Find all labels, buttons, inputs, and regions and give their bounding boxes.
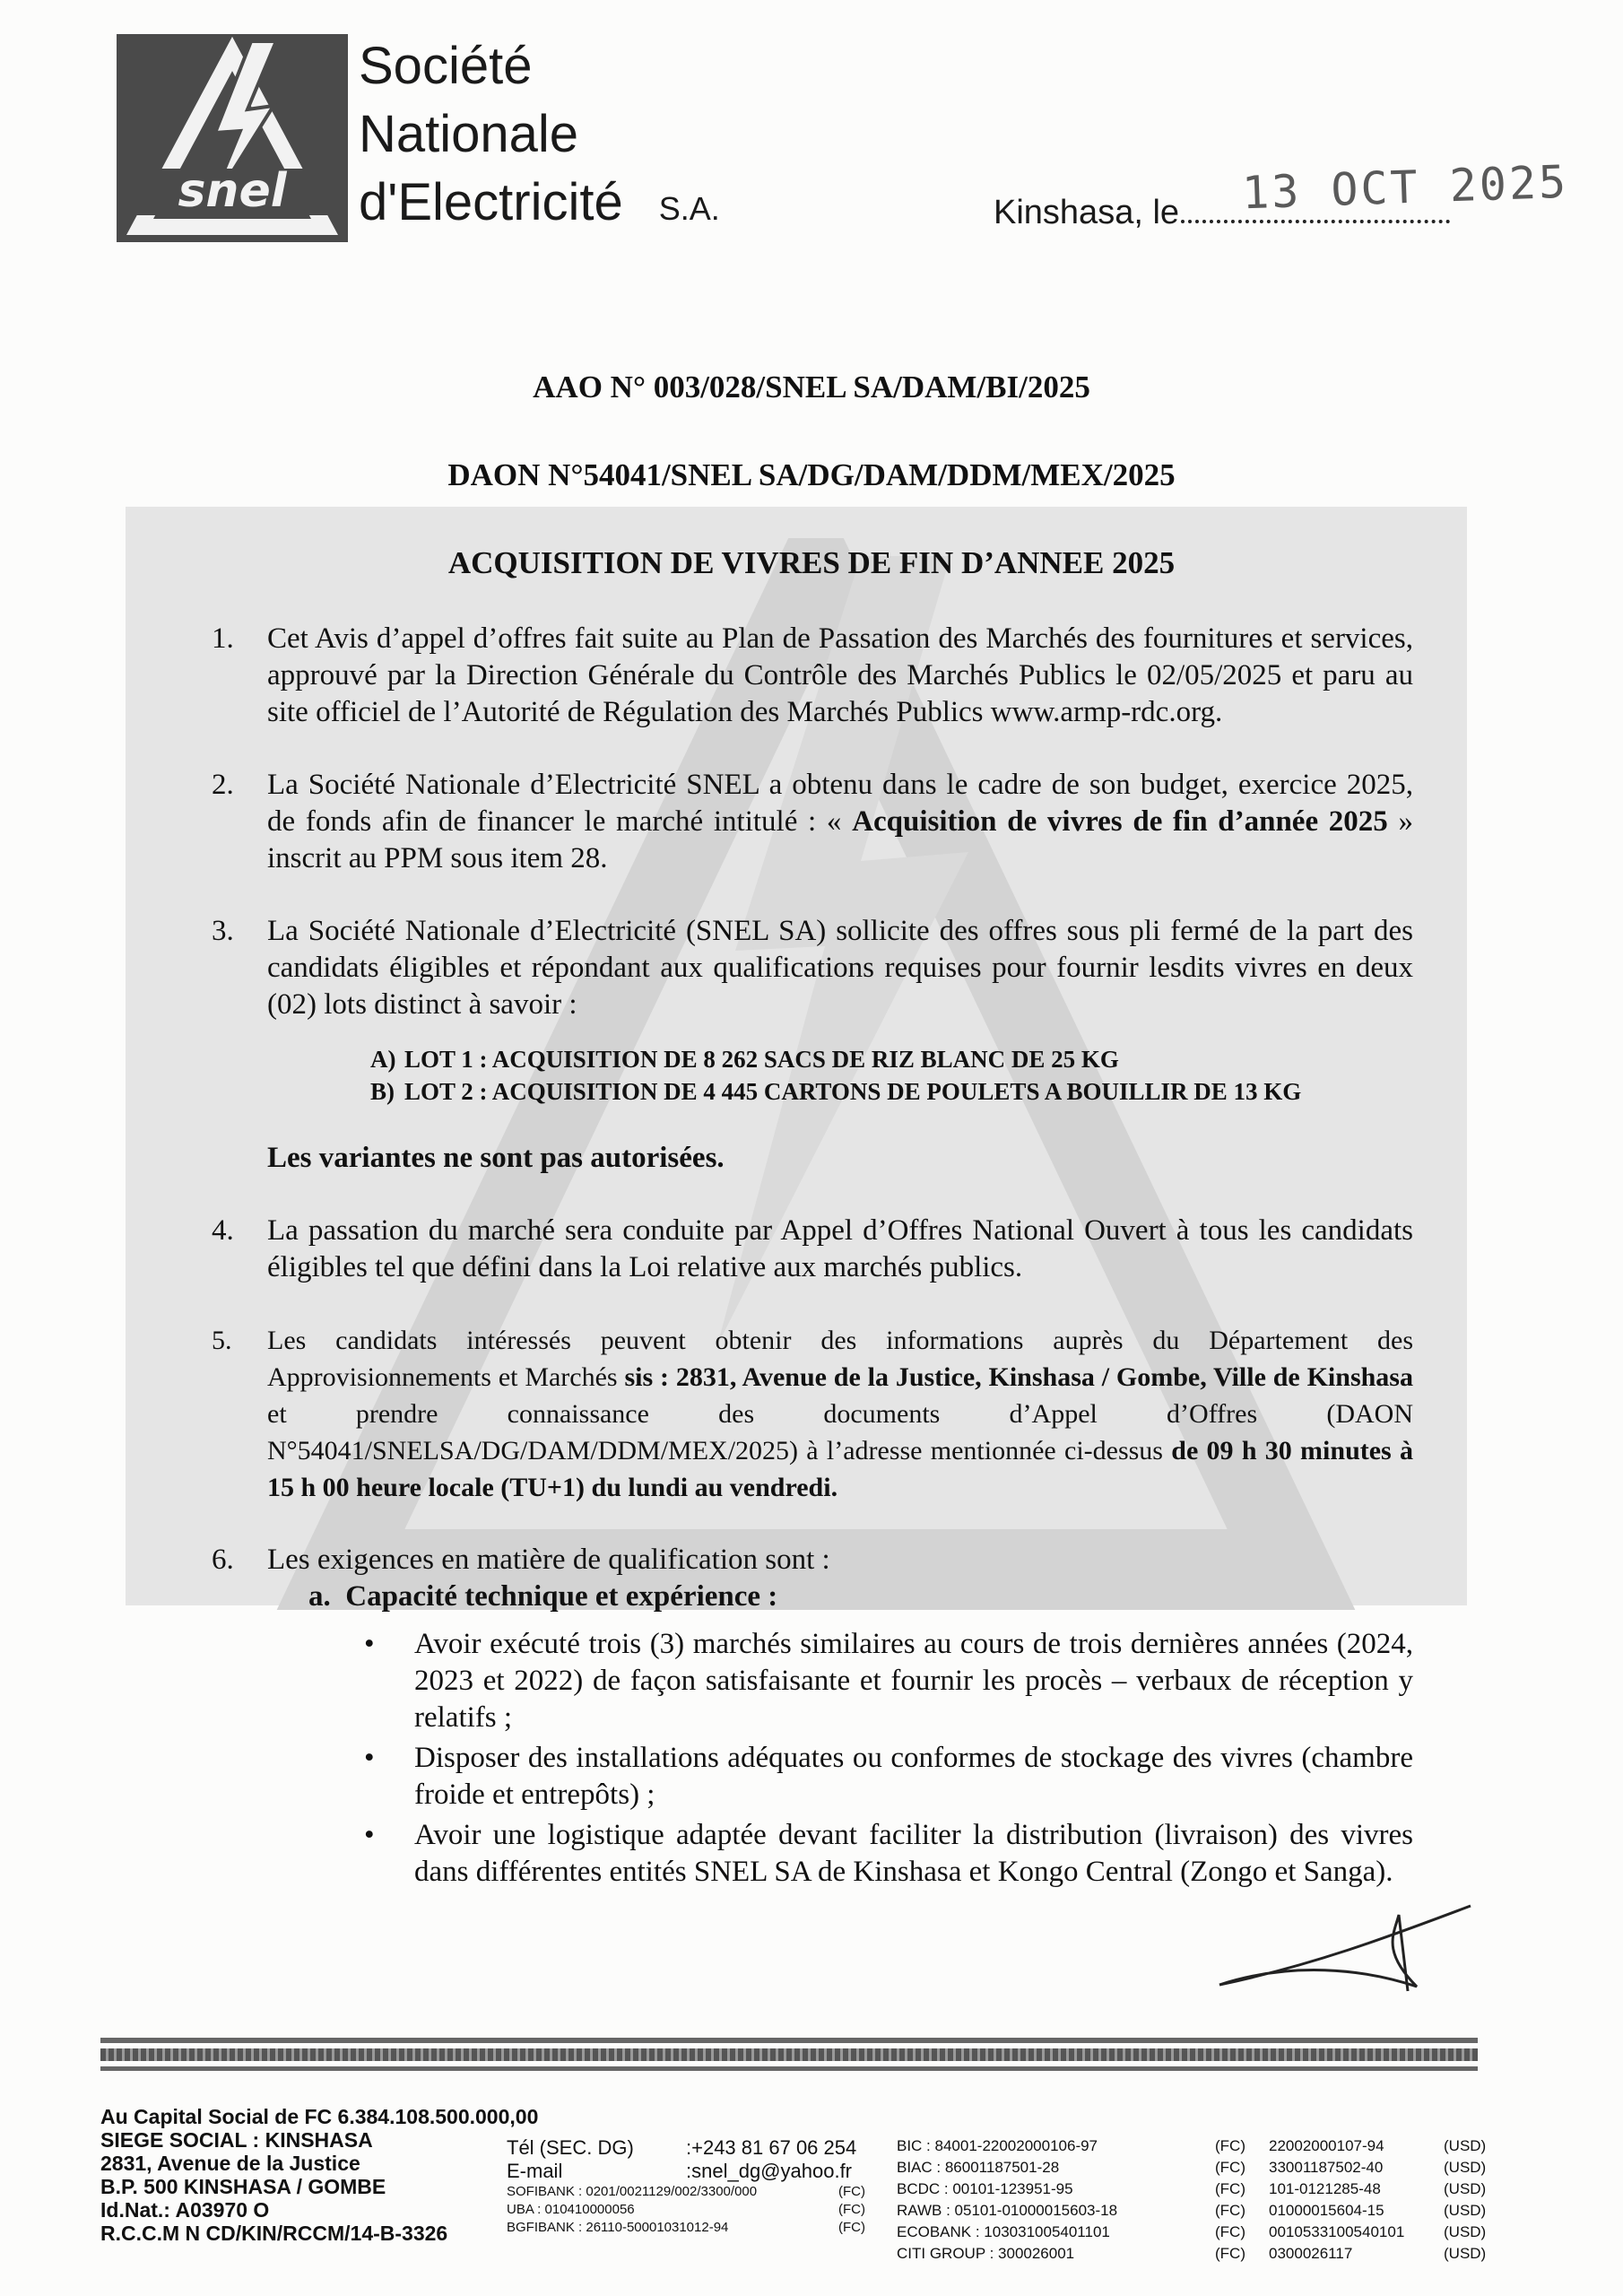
aao-reference: AAO N° 003/028/SNEL SA/DAM/BI/2025	[533, 370, 1090, 404]
place-label: Kinshasa, le	[994, 194, 1180, 231]
item-number: 2.	[212, 769, 234, 801]
list-item	[364, 1626, 1413, 1736]
sub-title: Capacité technique et expérience :	[345, 1580, 778, 1613]
footer-bank-table	[897, 2135, 1486, 2265]
footer-contact	[507, 2136, 865, 2237]
tel-value: :+243 81 67 06 254	[686, 2136, 857, 2159]
currency-cell: (USD)	[1444, 2245, 1487, 2262]
currency-cell: (USD)	[1444, 2137, 1487, 2154]
lot-letter: A)	[370, 1046, 396, 1073]
bullet-text: Avoir une logistique adaptée devant faciliter la distribution (livraison) des vivres dans différentes entités SNEL SA de Kinshasa et Kongo Central (Zongo et Sanga).	[414, 1819, 1413, 1888]
account-cell: 01000015604-15	[1269, 2202, 1384, 2219]
item-number: 4.	[212, 1214, 234, 1247]
footer-line: 2831, Avenue de la Justice	[100, 2152, 360, 2175]
svg-text:snel: snel	[178, 164, 287, 218]
currency-cell: (FC)	[1215, 2180, 1245, 2197]
bank-currency: (FC)	[838, 2202, 865, 2217]
item-bold: de 09 h 30 minutes à 15 h 00 heure locale (TU+1) du lundi au vendredi.	[267, 1436, 1414, 1502]
bank-row	[507, 2219, 865, 2237]
currency-cell: (FC)	[1215, 2202, 1245, 2219]
footer-rule-bottom	[100, 2066, 1478, 2071]
footer-company-info	[100, 2105, 538, 2245]
signature-mark-icon	[1184, 1879, 1480, 2005]
list-item	[212, 767, 1413, 877]
list-item	[212, 1542, 1413, 1891]
bank-currency: (FC)	[838, 2220, 865, 2235]
table-row	[897, 2243, 1486, 2265]
lots-list	[370, 1043, 1413, 1108]
footer-line: R.C.C.M N CD/KIN/RCCM/14-B-3326	[100, 2222, 448, 2245]
item-text: La Société Nationale d’Electricité SNEL a obtenu dans le cadre de son budget, exercice 2025, de fonds afin de financer le marché intitulé : «	[267, 769, 1413, 838]
company-name	[359, 32, 720, 243]
bullet-text: Avoir exécuté trois (3) marchés similaires au cours de trois dernières années (2024, 2023 et 2022) de façon satisfaisante et fournir les procès – verbaux de réception y relatifs ;	[414, 1628, 1413, 1734]
table-row	[897, 2179, 1486, 2200]
item-text: Les exigences en matière de qualification sont :	[267, 1544, 830, 1576]
item-end: .	[1214, 696, 1223, 728]
company-line-2: Nationale	[359, 105, 579, 163]
lot-letter: B)	[370, 1078, 395, 1105]
bank-account: UBA : 010410000056	[507, 2202, 635, 2217]
list-item	[212, 621, 1413, 731]
lot-text: LOT 1 : ACQUISITION DE 8 262 SACS DE RIZ BLANC DE 25 KG	[404, 1046, 1119, 1073]
list-item	[364, 1740, 1413, 1813]
item-text: Les candidats intéressés peuvent obtenir des informations auprès du Département des Approvisionnements et Marchés	[267, 1326, 1413, 1392]
item-bold: sis : 2831, Avenue de la Justice, Kinshasa / Gombe, Ville de Kinshasa	[624, 1362, 1413, 1392]
lot-2	[370, 1075, 1413, 1108]
item-text: La passation du marché sera conduite par Appel d’Offres National Ouvert à tous les candidats éligibles tel que défini dans la Loi relative aux marchés publics.	[267, 1214, 1413, 1283]
item-text: » inscrit au PPM sous item 28.	[267, 805, 1414, 874]
date-stamp: 13 OCT 2025	[1241, 155, 1570, 220]
account-cell: 0010533100540101	[1269, 2223, 1405, 2240]
email-label: E-mail	[507, 2160, 563, 2182]
currency-cell: (USD)	[1444, 2202, 1487, 2219]
footer-rule-top	[100, 2038, 1478, 2043]
bank-cell: CITI GROUP : 300026001	[897, 2245, 1075, 2262]
bank-account: BGFIBANK : 26110-50001031012-94	[507, 2220, 729, 2235]
bank-table	[897, 2135, 1486, 2265]
footer-line: SIEGE SOCIAL : KINSHASA	[100, 2128, 373, 2152]
bank-currency: (FC)	[838, 2184, 865, 2199]
requirements-list	[364, 1626, 1413, 1891]
daon-reference: DAON N°54041/SNEL SA/DG/DAM/DDM/MEX/2025	[447, 457, 1176, 492]
bank-cell: BIAC : 86001187501-28	[897, 2159, 1060, 2176]
currency-cell: (FC)	[1215, 2159, 1245, 2176]
lightning-logo-icon	[117, 34, 348, 242]
currency-cell: (USD)	[1444, 2180, 1487, 2197]
bank-row	[507, 2201, 865, 2219]
account-cell: 33001187502-40	[1269, 2159, 1384, 2176]
armp-link[interactable]: www.armp-rdc.org	[990, 696, 1215, 728]
bank-cell: RAWB : 05101-01000015603-18	[897, 2202, 1118, 2219]
item-text: Cet Avis d’appel d’offres fait suite au Plan de Passation des Marchés des fournitures et services, approuvé par la Direction Générale du Contrôle des Marchés Publics le 02/05/2025 et paru au site officiel de l’Autorité de Régulation des Marchés Publics	[267, 622, 1413, 728]
bullet-icon: •	[364, 1742, 375, 1774]
currency-cell: (USD)	[1444, 2159, 1487, 2176]
currency-cell: (FC)	[1215, 2137, 1245, 2154]
notice-body	[212, 621, 1413, 1926]
table-row	[897, 2157, 1486, 2179]
tel-row	[507, 2136, 865, 2160]
bank-account: SOFIBANK : 0201/0021129/002/3300/000	[507, 2184, 758, 2199]
variants-note: Les variantes ne sont pas autorisées.	[267, 1142, 725, 1174]
table-row	[897, 2222, 1486, 2243]
table-row	[897, 2200, 1486, 2222]
bullet-icon: •	[364, 1819, 375, 1851]
table-row	[897, 2135, 1486, 2157]
company-line-3	[359, 169, 720, 243]
snel-logo	[117, 34, 348, 242]
lot-text: LOT 2 : ACQUISITION DE 4 445 CARTONS DE POULETS A BOUILLIR DE 13 KG	[404, 1078, 1302, 1105]
list-item	[212, 913, 1413, 1177]
list-item	[212, 1322, 1413, 1506]
tel-label: Tél (SEC. DG)	[507, 2136, 634, 2159]
account-cell: 101-0121285-48	[1269, 2180, 1381, 2197]
currency-cell: (FC)	[1215, 2245, 1245, 2262]
currency-cell: (USD)	[1444, 2223, 1487, 2240]
item-number: 5.	[212, 1326, 232, 1355]
footer-line: B.P. 500 KINSHASA / GOMBE	[100, 2175, 386, 2198]
bank-cell: ECOBANK : 103031005401101	[897, 2223, 1110, 2240]
email-row	[507, 2160, 865, 2183]
item-text: La Société Nationale d’Electricité (SNEL SA) sollicite des offres sous pli fermé de la part des candidats éligibles et répondant aux qualifications requises pour fournir lesdits vivres en deux (02) lots distinct à savoir :	[267, 915, 1413, 1021]
footer-line: Id.Nat.: A03970 O	[100, 2198, 270, 2222]
email-value: :snel_dg@yahoo.fr	[686, 2160, 853, 2182]
bank-cell: BCDC : 00101-123951-95	[897, 2180, 1073, 2197]
company-suffix: S.A.	[658, 190, 720, 227]
list-item	[212, 1213, 1413, 1286]
item-number: 1.	[212, 622, 234, 655]
footer-rule-band	[100, 2048, 1478, 2061]
item-number: 6.	[212, 1544, 234, 1576]
sub-heading	[308, 1578, 1413, 1615]
company-line-1: Société	[359, 37, 533, 95]
footer-line: Au Capital Social de FC 6.384.108.500.000,00	[100, 2105, 539, 2128]
company-line-3-text: d'Electricité	[359, 173, 623, 231]
item-bold: Acquisition de vivres de fin d’année 2025	[852, 805, 1388, 838]
bank-cell: BIC : 84001-22002000106-97	[897, 2137, 1098, 2154]
lot-1	[370, 1043, 1413, 1075]
bullet-text: Disposer des installations adéquates ou conformes de stockage des vivres (chambre froide et entrepôts) ;	[414, 1742, 1413, 1811]
account-cell: 0300026117	[1269, 2245, 1353, 2262]
bullet-icon: •	[364, 1628, 375, 1660]
notice-title: ACQUISITION DE VIVRES DE FIN D’ANNEE 2025	[447, 545, 1176, 580]
account-cell: 22002000107-94	[1269, 2137, 1384, 2154]
sub-letter: a.	[308, 1580, 331, 1613]
bank-row	[507, 2183, 865, 2201]
item-number: 3.	[212, 915, 234, 947]
currency-cell: (FC)	[1215, 2223, 1245, 2240]
item-text: et prendre connaissance des documents d’Appel d’Offres (DAON N°54041/SNELSA/DG/DAM/DDM/MEX/2025) à l’adresse mentionnée ci-dessus	[267, 1399, 1413, 1465]
